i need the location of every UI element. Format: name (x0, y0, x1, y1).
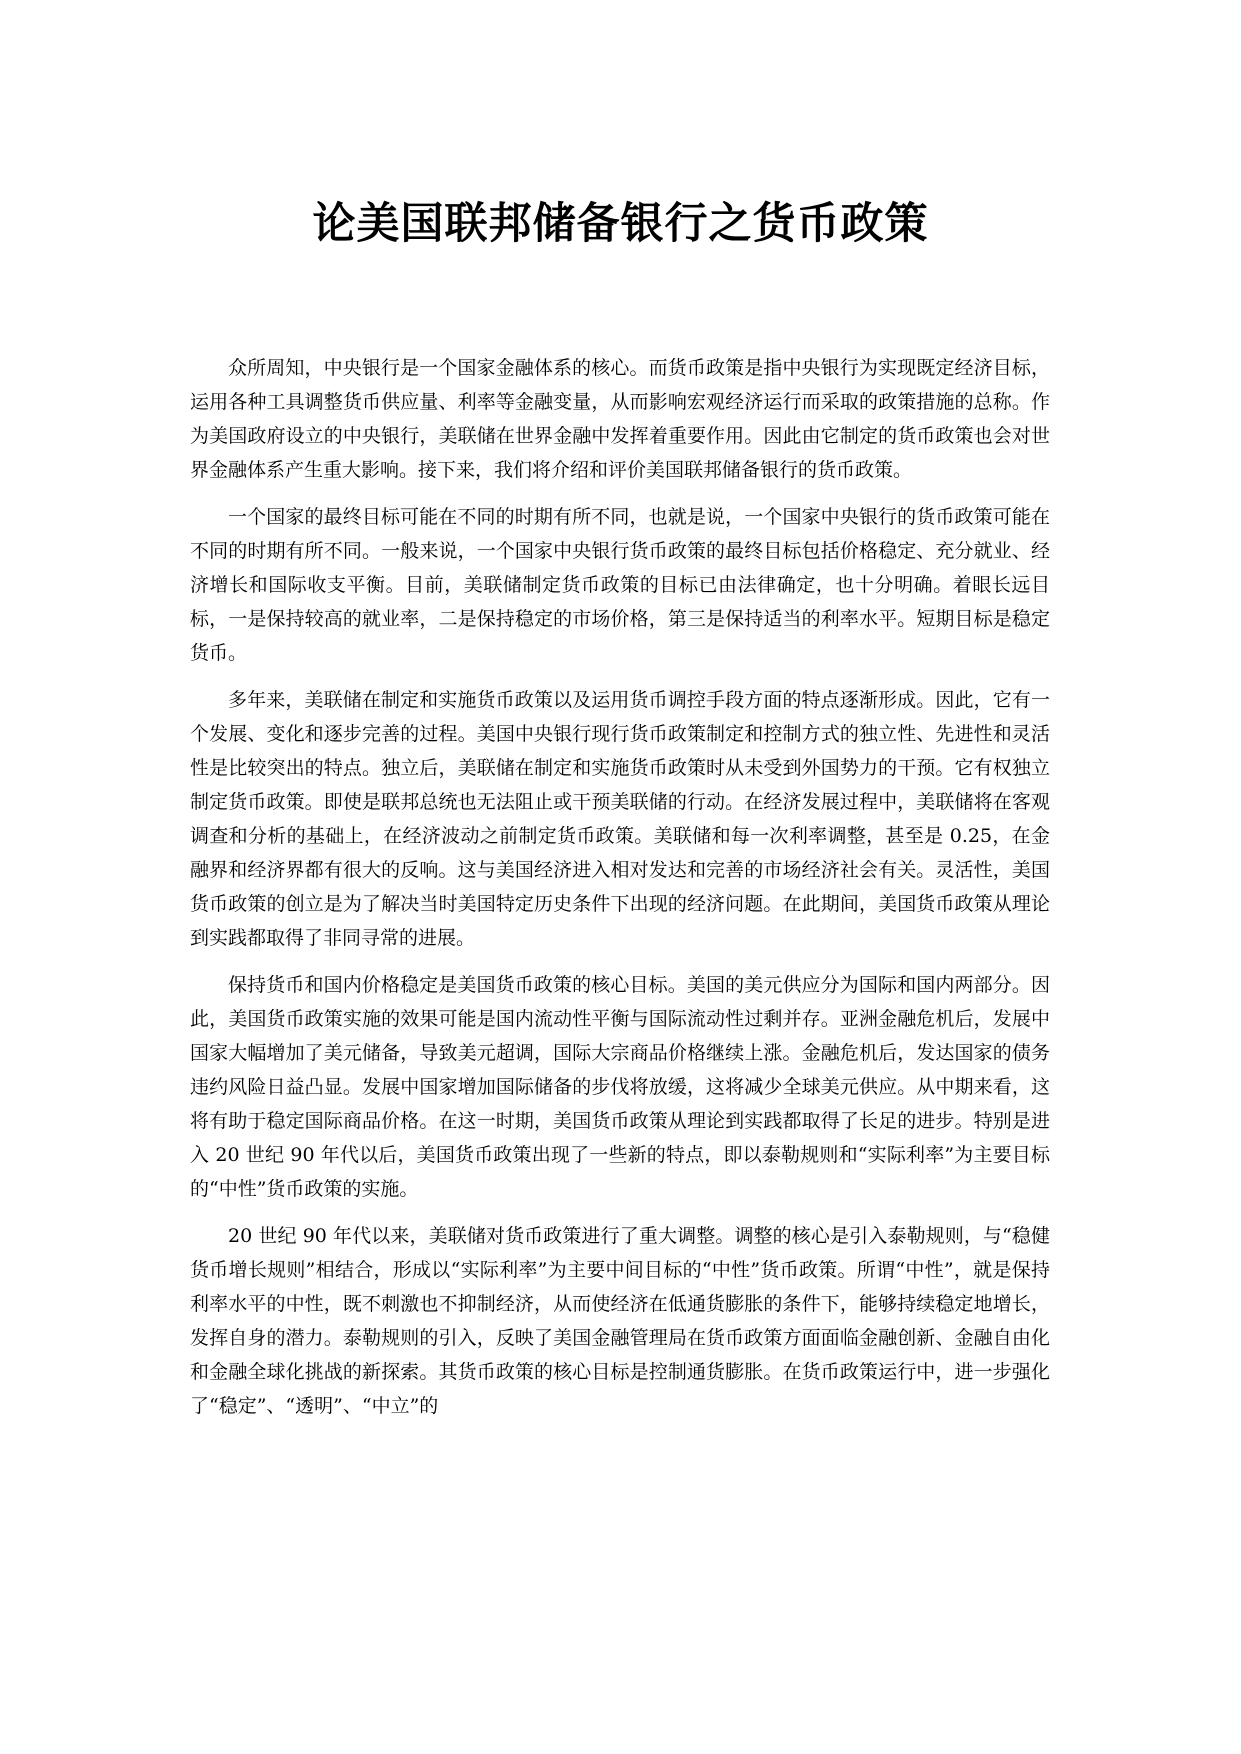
paragraph-5: 20 世纪 90 年代以来，美联储对货币政策进行了重大调整。调整的核心是引入泰勒规则，与“稳健货币增长规则”相结合，形成以“实际利率”为主要中间目标的“中性”货币政策。所谓“中性”，就是保持利率水平的中性，既不刺激也不抑制经济，从而使经济在低通货膨胀的条件下，能够持续稳定地增长，发挥自身的潜力。泰勒规则的引入，反映了美国金融管理局在货币政策方面面临金融创新、金融自由化和金融全球化挑战的新探索。其货币政策的核心目标是控制通货膨胀。在货币政策运行中，进一步强化了“稳定”、“透明”、“中立”的 (190, 1225, 1050, 1417)
paragraph-3: 多年来，美联储在制定和实施货币政策以及运用货币调控手段方面的特点逐渐形成。因此，它有一个发展、变化和逐步完善的过程。美国中央银行现行货币政策制定和控制方式的独立性、先进性和灵活性是比较突出的特点。独立后，美联储在制定和实施货币政策时从未受到外国势力的干预。它有权独立制定货币政策。即使是联邦总统也无法阻止或干预美联储的行动。在经济发展过程中，美联储将在客观调查和分析的基础上，在经济波动之前制定货币政策。美联储和每一次利率调整，甚至是 0.25，在金融界和经济界都有很大的反响。这与美国经济进入相对发达和完善的市场经济社会有关。灵活性，美国货币政策的创立是为了解决当时美国特定历史条件下出现的经济问题。在此期间，美国货币政策从理论到实践都取得了非同寻常的进展。 (190, 689, 1050, 949)
paragraph-4: 保持货币和国内价格稳定是美国货币政策的核心目标。美国的美元供应分为国际和国内两部分。因此，美国货币政策实施的效果可能是国内流动性平衡与国际流动性过剩并存。亚洲金融危机后，发展中国家大幅增加了美元储备，导致美元超调，国际大宗商品价格继续上涨。金融危机后，发达国家的债务违约风险日益凸显。发展中国家增加国际储备的步伐将放缓，这将减少全球美元供应。从中期来看，这将有助于稳定国际商品价格。在这一时期，美国货币政策从理论到实践都取得了长足的进步。特别是进入 20 世纪 90 年代以后，美国货币政策出现了一些新的特点，即以泰勒规则和“实际利率”为主要目标的“中性”货币政策的实施。 (190, 974, 1050, 1200)
document-title: 论美国联邦储备银行之货币政策 (312, 199, 929, 249)
paragraph-2: 一个国家的最终目标可能在不同的时期有所不同，也就是说，一个国家中央银行的货币政策可能在不同的时期有所不同。一般来说，一个国家中央银行货币政策的最终目标包括价格稳定、充分就业、经济增长和国际收支平衡。目前，美联储制定货币政策的目标已由法律确定，也十分明确。着眼长远目标，一是保持较高的就业率，二是保持稳定的市场价格，第三是保持适当的利率水平。短期目标是稳定货币。 (190, 506, 1050, 664)
paragraph-1: 众所周知，中央银行是一个国家金融体系的核心。而货币政策是指中央银行为实现既定经济目标，运用各种工具调整货币供应量、利率等金融变量，从而影响宏观经济运行而采取的政策措施的总称。作为美国政府设立的中央银行，美联储在世界金融中发挥着重要作用。因此由它制定的货币政策也会对世界金融体系产生重大影响。接下来，我们将介绍和评价美国联邦储备银行的货币政策。 (190, 357, 1050, 481)
document-body (190, 351, 1050, 1436)
